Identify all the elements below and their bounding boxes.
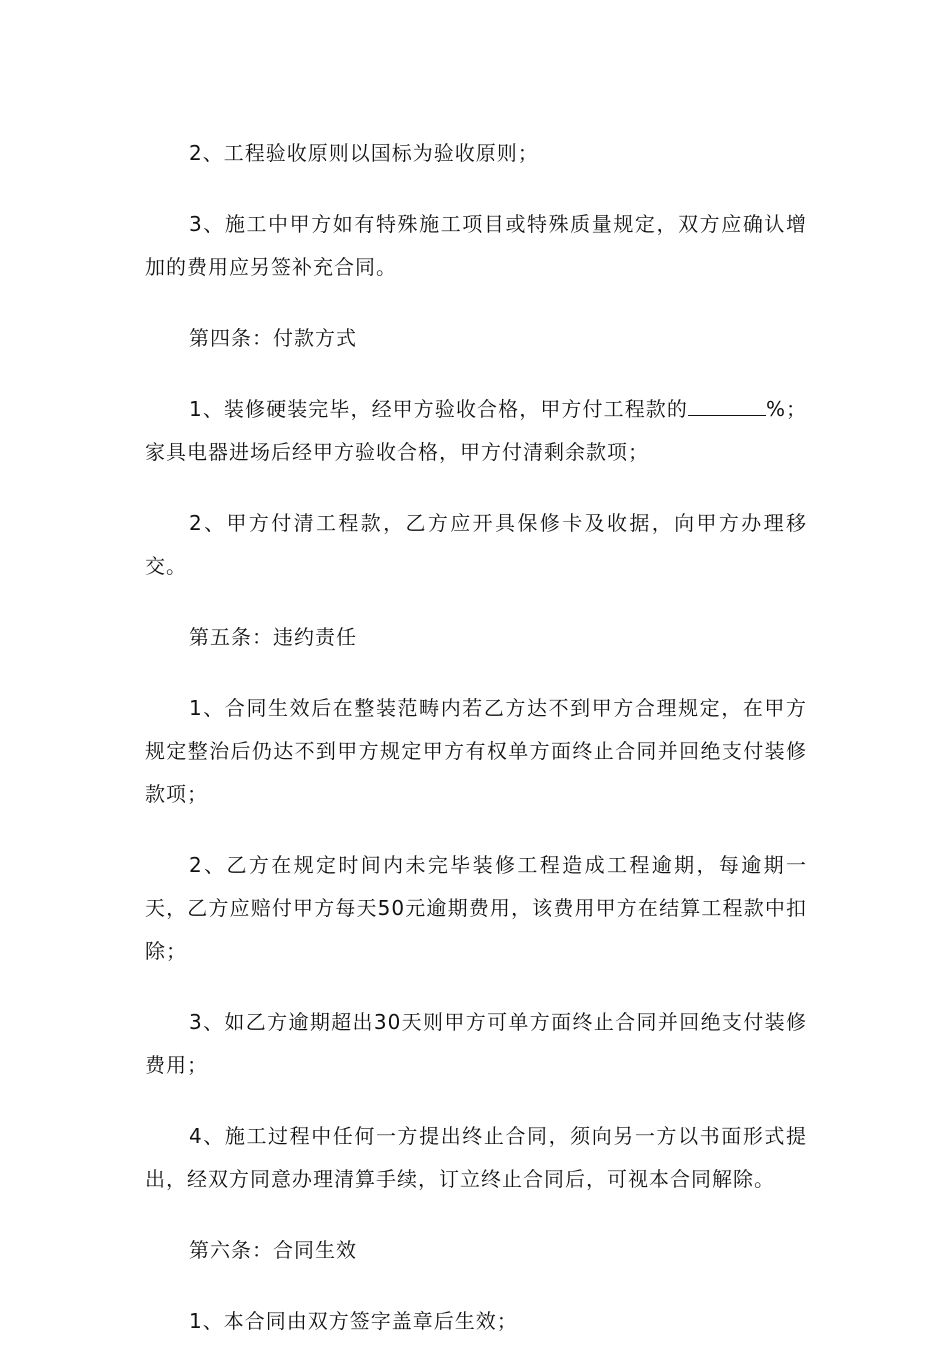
- article-4-heading: 第四条：付款方式: [189, 326, 357, 350]
- clause-acceptance-standard: 2、工程验收原则以国标为验收原则；: [189, 141, 539, 165]
- article-5-heading: 第五条：违约责任: [189, 625, 357, 649]
- clause-payment-1: [145, 388, 807, 474]
- clause-payment-1-text-b: %；家具电器进场后经甲方验收合格，甲方付清剩余款项；: [145, 397, 807, 464]
- document-body: [145, 132, 807, 1371]
- clause-effect-1: 1、本合同由双方签字盖章后生效；: [189, 1309, 518, 1333]
- clause-breach-2: 2、乙方在规定时间内未完毕装修工程造成工程逾期，每逾期一天，乙方应赔付甲方每天50元逾期费用，该费用甲方在结算工程款中扣除；: [145, 853, 807, 963]
- clause-payment-2: 2、甲方付清工程款，乙方应开具保修卡及收据，向甲方办理移交。: [145, 511, 807, 578]
- payment-percent-blank: [688, 395, 766, 416]
- clause-payment-1-text-a: 1、装修硬装完毕，经甲方验收合格，甲方付工程款的: [189, 397, 688, 421]
- clause-breach-4: 4、施工过程中任何一方提出终止合同，须向另一方以书面形式提出，经双方同意办理清算手续，订立终止合同后，可视本合同解除。: [145, 1124, 807, 1191]
- clause-breach-1: 1、合同生效后在整装范畴内若乙方达不到甲方合理规定，在甲方规定整治后仍达不到甲方规定甲方有权单方面终止合同并回绝支付装修款项；: [145, 696, 807, 806]
- clause-breach-3: 3、如乙方逾期超出30天则甲方可单方面终止合同并回绝支付装修费用；: [145, 1010, 807, 1077]
- clause-special-items: 3、施工中甲方如有特殊施工项目或特殊质量规定，双方应确认增加的费用应另签补充合同。: [145, 212, 807, 279]
- article-6-heading: 第六条：合同生效: [189, 1238, 357, 1262]
